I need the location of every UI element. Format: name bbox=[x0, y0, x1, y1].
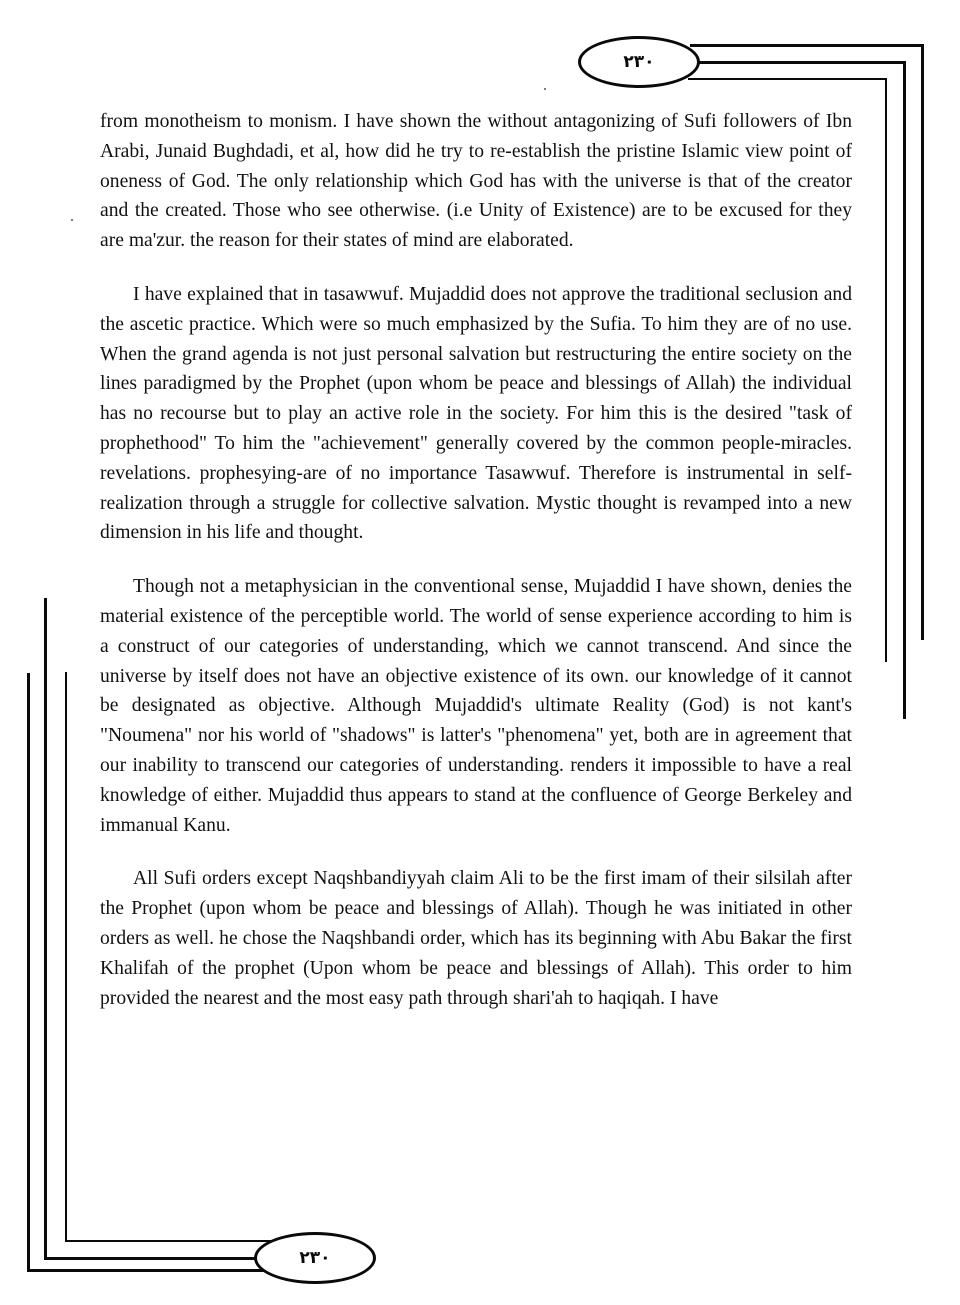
frame-right-inner-line bbox=[885, 78, 887, 662]
body-text bbox=[100, 107, 852, 1037]
scan-speck bbox=[544, 88, 546, 90]
frame-bottom-outer-line bbox=[27, 1269, 267, 1272]
paragraph-1: from monotheism to monism. I have shown the without antagonizing of Sufi followers of Ibn Arabi, Junaid Bughdadi, et al, how did he try to re-establish the pristine Islamic view point of oneness of God. The only relationship which God has with the universe is that of the creator and the created. Those who see otherwise. (i.e Unity of Existence) are to be excused for they are ma'zur. the reason for their states of mind are elaborated. bbox=[100, 111, 852, 252]
frame-right-middle-line bbox=[903, 61, 906, 719]
frame-top-inner-line bbox=[688, 78, 887, 80]
frame-top-middle-line bbox=[697, 61, 906, 64]
frame-left-middle-line bbox=[44, 598, 47, 1260]
page-number-bottom: ۲۳۰ bbox=[254, 1232, 376, 1284]
frame-left-outer-line bbox=[27, 673, 30, 1272]
paragraph-2: I have explained that in tasawwuf. Mujaddid does not approve the traditional seclusion and the ascetic practice. Which were so much emphasized by the Sufia. To him they are of no use. When the grand agenda is not just personal salvation but restructuring the entire society on the lines paradigmed by the Prophet (upon whom be peace and blessings of Allah) the individual has no recourse but to play an active role in the society. For him this is the desired "task of prophethood" To him the "achievement" generally covered by the common people-miracles. revelations. prophesying-are of no importance Tasawwuf. Therefore is instrumental in self-realization through a struggle for collective salvation. Mystic thought is revamped into a new dimension in his life and thought. bbox=[100, 283, 852, 544]
paragraph-4: All Sufi orders except Naqshbandiyyah claim Ali to be the first imam of their silsilah after the Prophet (upon whom be peace and blessings of Allah). Though he was initiated in other orders as well. he chose the Naqshbandi order, which has its beginning with Abu Bakar the first Khalifah of the prophet (Upon whom be peace and blessings of Allah). This order to him provided the nearest and the most easy path through shari'ah to haqiqah. I have bbox=[100, 868, 852, 1009]
frame-top-outer-line bbox=[690, 44, 924, 47]
frame-left-inner-line bbox=[65, 672, 67, 1242]
paragraph-3: Though not a metaphysician in the conventional sense, Mujaddid I have shown, denies the material existence of the perceptible world. The world of sense experience according to him is a construct of our categories of understanding, which we cannot transcend. And since the universe by itself does not have an objective existence of its own. our knowledge of it cannot be designated as objective. Although Mujaddid's ultimate Reality (God) is not kant's "Noumena" nor his world of "shadows" is latter's "phenomena" yet, both are in agreement that our inability to transcend our categories of understanding. renders it impossible to have a real knowledge of either. Mujaddid thus appears to stand at the confluence of George Berkeley and immanual Kanu. bbox=[100, 576, 852, 836]
frame-bottom-middle-line bbox=[44, 1257, 258, 1260]
frame-right-outer-line bbox=[921, 44, 924, 640]
scan-speck bbox=[71, 219, 73, 221]
frame-bottom-inner-line bbox=[65, 1240, 275, 1242]
page-number-top: ۲۳۰ bbox=[578, 36, 700, 88]
